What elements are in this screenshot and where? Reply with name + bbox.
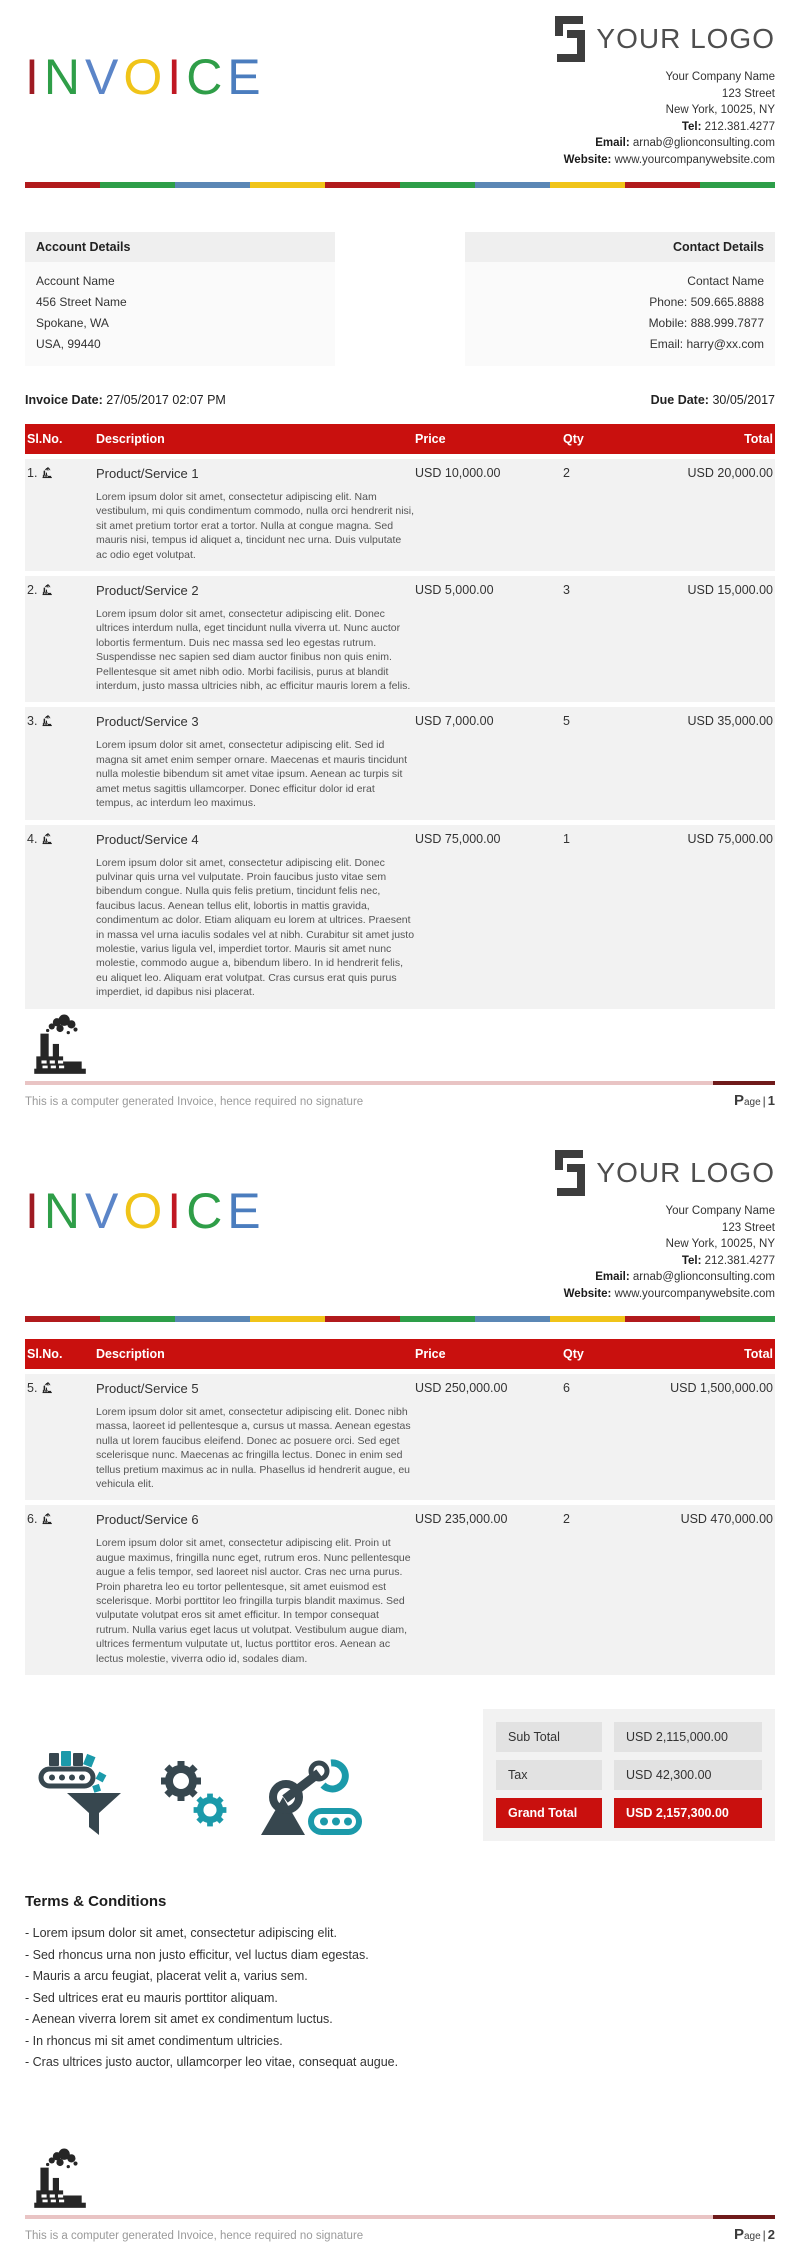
company-block: [553, 1150, 775, 1302]
company-tel: Tel: 212.381.4277: [681, 120, 775, 133]
item-price: USD 75,000.00: [415, 831, 501, 846]
item-description: Lorem ipsum dolor sit amet, consectetur adipiscing elit. Donec nibh massa, laoreet id pellentesque a, cursus ut massa. Aenean egestas nulla ut lorem faucibus eleifend. Donec ac posuere orci. Sed eget scelerisque nunc. Maecenas ac fringilla lectus. Donec in enim sed tellus pretium maximus ac in nulla. Phasellus id hendrerit augue, eu vehicula elit.: [96, 1406, 411, 1491]
company-logo-icon: [553, 1150, 587, 1196]
contact-details-box: [465, 232, 775, 366]
due-date: Due Date: 30/05/2017: [650, 393, 775, 407]
page-header: [0, 1134, 800, 1302]
item-qty: 5: [563, 714, 570, 729]
footer-divider: [25, 2215, 775, 2219]
page-number: Page | 2: [733, 2226, 775, 2243]
totals-box: [483, 1709, 775, 1841]
factory-icon: [41, 833, 53, 845]
tax-label: Tax: [496, 1760, 602, 1790]
color-stripe: [25, 1316, 775, 1322]
subtotal-label: Sub Total: [496, 1722, 602, 1752]
footer-note: This is a computer generated Invoice, hence required no signature: [25, 2230, 364, 2242]
page-number: Page | 1: [733, 1092, 775, 1109]
company-website: Website: www.yourcompanywebsite.com: [563, 153, 775, 166]
item-name: Product/Service 3: [96, 714, 199, 730]
logo-text: YOUR LOGO: [596, 23, 775, 54]
item-total: USD 1,500,000.00: [670, 1381, 773, 1395]
item-price: USD 235,000.00: [415, 1512, 508, 1527]
item-qty: 3: [563, 583, 570, 598]
item-price: USD 10,000.00: [415, 466, 501, 480]
item-total: USD 20,000.00: [687, 466, 773, 480]
page-footer: [25, 2147, 775, 2244]
invoice-title: INVOICE: [25, 49, 266, 105]
subtotal-value: USD 2,115,000.00: [614, 1722, 762, 1752]
company-name: Your Company Name: [665, 1205, 775, 1217]
contact-details-lines: Contact Name Phone: 509.665.8888 Mobile: 888.999.7877 Email: harry@xx.com: [465, 262, 775, 366]
company-website: Website: www.yourcompanywebsite.com: [563, 1287, 775, 1300]
subtotal-row: [496, 1722, 762, 1752]
table-row: 6. Product/Service 6 Lorem ipsum dolor sit amet, consectetur adipiscing elit. Proin ut augue maximus, fringilla nunc eget, rutrum eros. Nunc pellentesque augue a felis tempor, sed laoreet nisl auctor. Cras nec urna purus. Proin pharetra leo eu tortor pellentesque, sit amet euismod est scelerisque. Morbi porttitor leo fringilla turpis blandit maximus. Sed vulputate volutpat eros sit amet efficitur. In tempor consequat rutrum. Nulla varius eget lacus ut volutpat. Vestibulum augue diam, ultrices fermentum vulputate ut, luctus porttitor eros. Aenean ac lectus molestie, viverra odio id, sodales diam. USD 235,000.00 2 USD 470,000.00: [25, 1505, 775, 1675]
item-description: Lorem ipsum dolor sit amet, consectetur adipiscing elit. Nam vestibulum, mi quis condimentum commodo, nulla orci hendrerit nisi, sit amet pretium tortor erat a tortor. Nulla at congue magna. Sed mauris nisi, tempus id aliquet a, tincidunt nec urna. Duis vulputate ac odio eget volutpat.: [96, 491, 415, 561]
item-total: USD 75,000.00: [687, 831, 773, 846]
gears-icon: [147, 1751, 239, 1841]
item-description: Lorem ipsum dolor sit amet, consectetur adipiscing elit. Donec ultrices interdum nulla, eget tincidunt nulla viverra ut. Nunc auctor lobortis fermentum. Duis nec massa sed leo egestas rutrum. Suspendisse nec sapien sed diam auctor finibus non quis enim. Pellentesque sit amet nibh odio. Morbi facilisis, purus at blandit interdum, justo massa ultricies nibh, ac efficitur mauris lorem a felis.: [96, 608, 411, 693]
footer-note: This is a computer generated Invoice, hence required no signature: [25, 1096, 364, 1108]
item-total: USD 470,000.00: [680, 1512, 773, 1527]
table-header: Sl.No. Description Price Qty Total: [25, 424, 775, 454]
robot-arm-icon: [253, 1749, 365, 1841]
account-details-lines: Account Name 456 Street Name Spokane, WA USA, 99440: [25, 262, 335, 366]
tax-value: USD 42,300.00: [614, 1760, 762, 1790]
factory-icon: [25, 2147, 93, 2213]
terms-section: [25, 1893, 775, 2074]
table-row: 4. Product/Service 4 Lorem ipsum dolor sit amet, consectetur adipiscing elit. Donec pulvinar quis urna vel vulputate. Proin faucibus justo vitae sem bibendum congue. Nulla quis felis pretium, tincidunt felis nec, faucibus lacus. Aenean tellus elit, lobortis in mattis gravida, condimentum ac dolor. Etiam aliquam eu lorem at ultrices. Praesent in massa vel urna iaculis sodales vel at nibh. Curabitur sit amet justo molestie, varius ligula vel, imperdiet tortor. Mauris sit amet nunc molestie, commodo augue a, bibendum libero. In id hendrerit felis, eu aliquet leo. Aliquam erat volutpat. Cras cursus erat quis purus imperdiet, id dapibus nisi placerat. USD 75,000.00 1 USD 75,000.00: [25, 825, 775, 1009]
company-street: 123 Street: [721, 87, 775, 100]
item-description: Lorem ipsum dolor sit amet, consectetur adipiscing elit. Donec pulvinar quis urna vel vulputate. Proin faucibus justo vitae sem bibendum congue. Nulla quis felis pretium, tincidunt felis nec, faucibus lacus. Aenean tellus elit, lobortis in mattis gravida, condimentum ac dolor. Etiam aliquam eu lorem at ultrices. Praesent in massa vel urna iaculis sodales vel at nibh. Curabitur sit amet justo molestie, varius ligula vel, imperdiet tortor. Mauris sit amet nunc molestie, commodo augue a, bibendum libero. In id hendrerit felis, eu aliquet leo. Aliquam erat volutpat. Cras cursus erat quis purus imperdiet, id dapibus nisi placerat.: [96, 856, 415, 999]
factory-icon: [41, 467, 53, 479]
item-name: Product/Service 4: [96, 831, 199, 847]
terms-title: Terms & Conditions: [25, 1893, 167, 1911]
invoice-date: Invoice Date: 27/05/2017 02:07 PM: [25, 393, 226, 407]
factory-icon: [25, 1013, 93, 1079]
footer-divider: [25, 1081, 775, 1085]
grand-total-label: Grand Total: [496, 1798, 602, 1828]
page-header: [0, 0, 800, 168]
table-row: 2. Product/Service 2 Lorem ipsum dolor sit amet, consectetur adipiscing elit. Donec ultrices interdum nulla, eget tincidunt nulla viverra ut. Nunc auctor lobortis fermentum. Duis nec massa sed leo egestas rutrum. Suspendisse nec sapien sed diam auctor finibus non quis enim. Pellentesque sit amet nibh odio. Morbi facilisis, purus at blandit interdum, justo massa ultricies nibh, ac efficitur mauris lorem a felis. USD 5,000.00 3 USD 15,000.00: [25, 576, 775, 702]
item-name: Product/Service 1: [96, 466, 199, 481]
color-stripe: [25, 182, 775, 188]
invoice-page-2: [0, 1134, 800, 2268]
item-qty: 2: [563, 1512, 570, 1527]
item-total: USD 35,000.00: [687, 714, 773, 729]
conveyor-funnel-icon: [33, 1745, 133, 1841]
grand-total-value: USD 2,157,300.00: [614, 1798, 762, 1828]
grand-total-row: [496, 1798, 762, 1828]
table-row: 3. Product/Service 3 Lorem ipsum dolor sit amet, consectetur adipiscing elit. Sed id magna sit amet enim semper ornare. Maecenas et mauris tincidunt nulla molestie bibendum sit amet vitae ipsum. Aenean ac turpis sit amet metus sagittis ullamcorper. Donec efficitur dolor id erat tempus, ac interdum leo maximus. USD 7,000.00 5 USD 35,000.00: [25, 707, 775, 819]
company-logo-icon: [553, 16, 587, 62]
item-description: Lorem ipsum dolor sit amet, consectetur adipiscing elit. Proin ut augue maximus, fringilla nunc eget, rutrum eros. Nunc pellentesque augue a felis tempor, sed laoreet nisl auctor. Cras nec urna purus. Proin pharetra leo eu tortor pellentesque, sit amet euismod est scelerisque. Morbi porttitor leo fringilla turpis blandit maximus. Sed vulputate volutpat eros sit amet efficitur. In tempor consequat rutrum. Nulla varius eget lacus ut volutpat. Vestibulum augue diam, ultrices fermentum vulputate ut, luctus porttitor eros. Aenean ac lectus molestie, viverra odio id, sodales diam.: [96, 1537, 411, 1665]
item-name: Product/Service 5: [96, 1381, 199, 1396]
company-block: [553, 16, 775, 168]
company-tel: Tel: 212.381.4277: [681, 1254, 775, 1267]
item-qty: 2: [563, 466, 570, 480]
logo-text: YOUR LOGO: [596, 1157, 775, 1188]
company-city: New York, 10025, NY: [665, 104, 775, 116]
factory-icon: [41, 1513, 53, 1525]
account-details-title: Account Details: [25, 232, 335, 262]
item-price: USD 7,000.00: [415, 714, 494, 729]
table-row: 1. Product/Service 1 Lorem ipsum dolor sit amet, consectetur adipiscing elit. Nam vestibulum, mi quis condimentum commodo, nulla orci hendrerit nisi, sit amet pretium tortor erat a tortor. Nulla at congue magna. Sed mauris nisi, tempus id aliquet a, tincidunt nec urna. Duis vulputate ac odio eget volutpat. USD 10,000.00 2 USD 20,000.00: [25, 459, 775, 571]
terms-list: - Lorem ipsum dolor sit amet, consectetur adipiscing elit. - Sed rhoncus urna non justo efficitur, vel luctus diam egestas. - Mauris a arcu feugiat, placerat velit a, varius sem. - Sed ultrices erat eu mauris porttitor aliquam. - Aenean viverra lorem sit amet ex condimentum luctus. - In rhoncus mi sit amet condimentum ultricies. - Cras ultrices justo auctor, ullamcorper leo vitae, consequat augue.: [25, 1926, 399, 2070]
item-price: USD 5,000.00: [415, 583, 494, 598]
contact-details-title: Contact Details: [465, 232, 775, 262]
factory-icon: [41, 1382, 53, 1394]
item-name: Product/Service 2: [96, 583, 199, 599]
table-row: 5. Product/Service 5 Lorem ipsum dolor sit amet, consectetur adipiscing elit. Donec nibh massa, laoreet id pellentesque a, cursus ut massa. Aenean egestas nulla ut lorem faucibus eleifend. Donec ac posuere orci. Sed eget scelerisque nunc. Maecenas ac fringilla lectus. Donec in enim sed tellus pretium maximus ac in nulla. Phasellus id hendrerit augue, eu vehicula elit. USD 250,000.00 6 USD 1,500,000.00: [25, 1374, 775, 1500]
factory-icon: [41, 584, 53, 596]
factory-icon: [41, 715, 53, 727]
account-details-box: [25, 232, 335, 366]
item-qty: 1: [563, 831, 570, 846]
invoice-title: INVOICE: [25, 1183, 266, 1239]
item-price: USD 250,000.00: [415, 1381, 508, 1395]
company-name: Your Company Name: [665, 71, 775, 83]
company-city: New York, 10025, NY: [665, 1238, 775, 1250]
table-header: Sl.No. Description Price Qty Total: [25, 1339, 775, 1369]
items-table: [25, 424, 775, 1009]
company-address: [553, 1203, 775, 1302]
item-total: USD 15,000.00: [687, 583, 773, 598]
company-email: Email: arnab@glionconsulting.com: [595, 137, 775, 149]
item-description: Lorem ipsum dolor sit amet, consectetur adipiscing elit. Sed id magna sit amet enim semper ornare. Maecenas et mauris tincidunt nulla molestie bibendum sit amet vitae ipsum. Aenean ac turpis sit amet metus sagittis ullamcorper. Donec efficitur dolor id erat tempus, ac interdum leo maximus.: [96, 739, 408, 810]
company-email: Email: arnab@glionconsulting.com: [595, 1271, 775, 1283]
items-table: [25, 1339, 775, 1675]
item-name: Product/Service 6: [96, 1512, 199, 1528]
page-footer: [25, 1013, 775, 1110]
company-address: [553, 69, 775, 168]
company-street: 123 Street: [721, 1221, 775, 1234]
manufacturing-icons: [25, 1745, 365, 1841]
item-qty: 6: [563, 1381, 570, 1395]
tax-row: [496, 1760, 762, 1790]
